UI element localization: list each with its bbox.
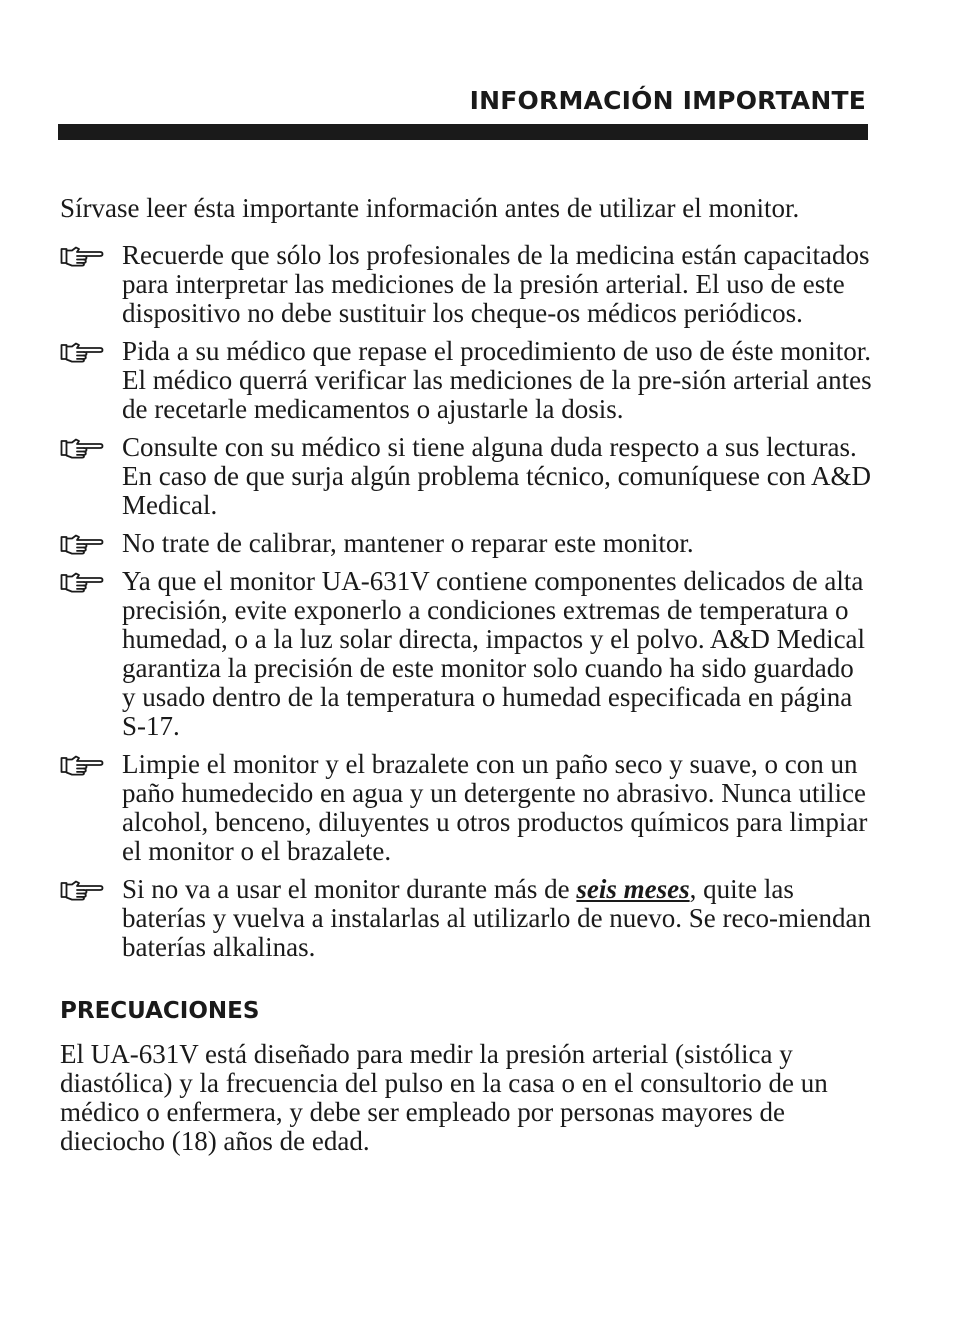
intro-text: Sírvase leer ésta importante información antes de utilizar el monitor. (60, 193, 800, 223)
list-item: No trate de calibrar, mantener o reparar este monitor. (60, 529, 872, 558)
pointing-hand-icon (60, 533, 104, 555)
main-content (60, 194, 872, 1156)
list-item (60, 875, 872, 962)
header-rule (58, 124, 868, 140)
pointing-hand-icon (60, 245, 104, 267)
precautions-body: El UA-631V está diseñado para medir la presión arterial (sistólica y diastólica) y la frecuencia del pulso en la casa o en el consultorio de un médico o enfermera, y debe ser empleado por personas mayores de dieciocho (18) años de edad. (60, 1039, 828, 1156)
list-item: Pida a su médico que repase el procedimiento de uso de éste monitor. El médico querrá verificar las mediciones de la pre-sión arterial antes de recetarle medicamentos o ajustarle la dosis. (60, 337, 872, 424)
pointing-hand-icon (60, 437, 104, 459)
important-info-list (60, 241, 872, 962)
list-item: Consulte con su médico si tiene alguna duda respecto a sus lecturas. En caso de que surja algún problema técnico, comuníquese con A&D Medical. (60, 433, 872, 520)
list-item: Recuerde que sólo los profesionales de la medicina están capacitados para interpretar las mediciones de la presión arterial. El uso de este dispositivo no debe sustituir los cheque-os médicos periódicos. (60, 241, 872, 328)
pointing-hand-icon (60, 341, 104, 363)
pointing-hand-icon (60, 571, 104, 593)
page-title: INFORMACIÓN IMPORTANTE (469, 86, 866, 115)
pointing-hand-icon (60, 879, 104, 901)
list-item: Ya que el monitor UA-631V contiene componentes delicados de alta precisión, evite exponerlo a condiciones extremas de temperatura o humedad, o a la luz solar directa, impactos y el polvo. A&D Medical garantiza la precisión de este monitor solo cuando ha sido guardado y usado dentro de la temperatura o humedad especificada en página S-17. (60, 567, 872, 741)
bullet-text-after: , quite las baterías y vuelva a instalarlas al utilizarlo de nuevo. Se reco-miendan baterías alkalinas. (122, 874, 871, 962)
emphasis-text: seis meses (576, 874, 690, 904)
list-item: Limpie el monitor y el brazalete con un paño seco y suave, o con un paño humedecido en agua y un detergente no abrasivo. Nunca utilice alcohol, benceno, diluyentes u otros productos químicos para limpiar el monitor o el brazalete. (60, 750, 872, 866)
pointing-hand-icon (60, 754, 104, 776)
bullet-text-before: Si no va a usar el monitor durante más de (122, 874, 577, 904)
precautions-heading: PRECUACIONES (60, 998, 260, 1024)
